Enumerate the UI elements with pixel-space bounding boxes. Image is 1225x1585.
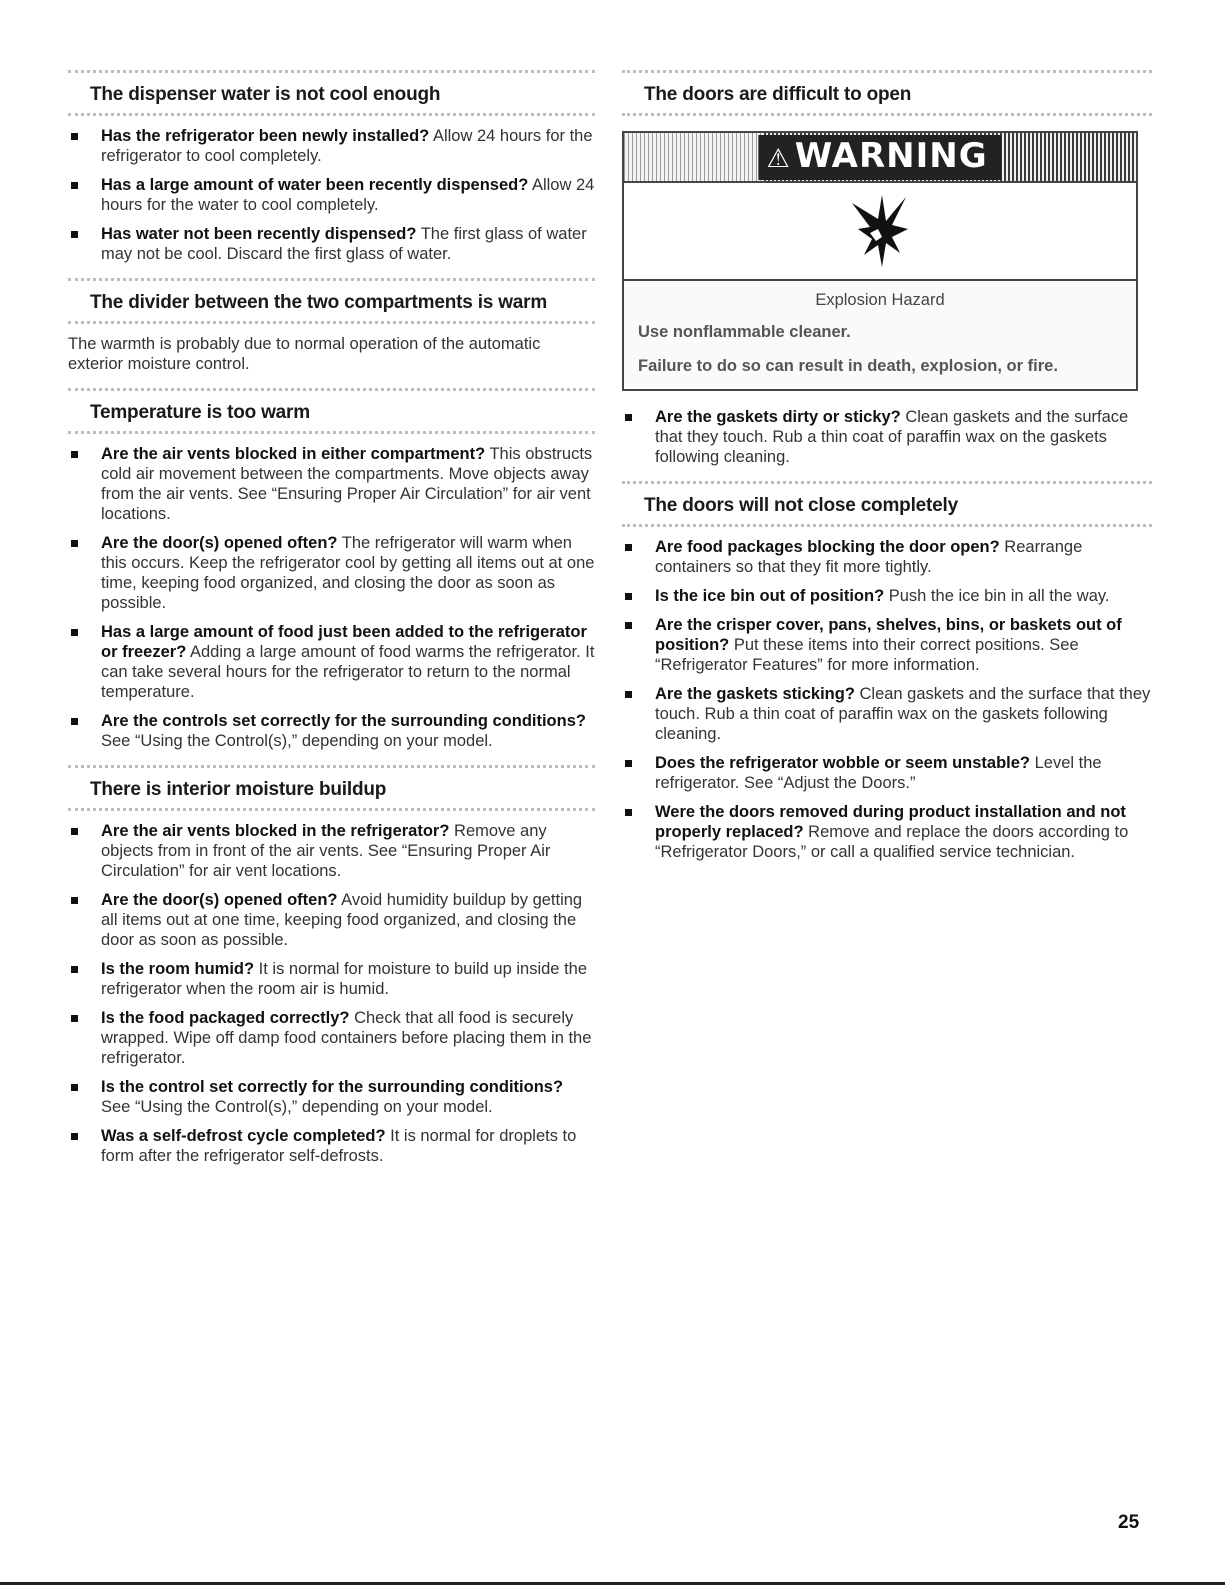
section-heading: There is interior moisture buildup xyxy=(68,765,595,811)
list-item xyxy=(622,407,1152,467)
answer: Clean gaskets and the surface that they touch. Rub a thin coat of paraffin wax on the gaskets following cleaning. xyxy=(655,408,1129,466)
warning-icon-area xyxy=(624,183,1136,281)
list-item xyxy=(68,622,595,702)
section-dispenser-water xyxy=(68,70,595,264)
section-doors-not-close xyxy=(622,481,1152,862)
left-column xyxy=(68,70,595,1180)
list-item xyxy=(68,1008,595,1068)
question: Has the refrigerator been newly installed? xyxy=(101,127,430,145)
item-list xyxy=(622,407,1152,467)
question: Is the food packaged correctly? xyxy=(101,1009,350,1027)
answer: Allow 24 hours for the refrigerator to cool completely. xyxy=(101,127,593,165)
answer: Check that all food is securely wrapped. Wipe off damp food containers before placing them in the refrigerator. xyxy=(101,1009,592,1067)
answer: Adding a large amount of food warms the refrigerator. It can take several hours for the refrigerator to return to the normal temperature. xyxy=(101,643,595,701)
answer: Clean gaskets and the surface that they touch. Rub a thin coat of paraffin wax on the gaskets following cleaning. xyxy=(655,685,1151,743)
question: Has a large amount of food just been added to the refrigerator or freezer? xyxy=(101,623,587,661)
warning-header-pattern xyxy=(624,133,764,181)
warning-instruction: Use nonflammable cleaner. xyxy=(638,323,851,341)
list-item xyxy=(68,533,595,613)
question: Is the room humid? xyxy=(101,960,255,978)
question: Are the controls set correctly for the surrounding conditions? xyxy=(101,712,586,730)
answer: Level the refrigerator. See “Adjust the Doors.” xyxy=(655,754,1102,792)
list-item xyxy=(622,684,1152,744)
list-item xyxy=(622,615,1152,675)
question: Are the crisper cover, pans, shelves, bins, or baskets out of position? xyxy=(655,616,1122,654)
answer: Remove and replace the doors according to “Refrigerator Doors,” or call a qualified service technician. xyxy=(655,823,1129,861)
item-list xyxy=(68,444,595,751)
question: Does the refrigerator wobble or seem unstable? xyxy=(655,754,1031,772)
section-divider-warm xyxy=(68,278,595,374)
list-item xyxy=(68,126,595,166)
answer: See “Using the Control(s),” depending on your model. xyxy=(101,732,493,750)
list-item xyxy=(68,1077,595,1117)
answer: This obstructs cold air movement between the compartments. Move objects away from the air vents. See “Ensuring Proper Air Circulation” for air vent locations. xyxy=(101,445,593,523)
list-item xyxy=(68,959,595,999)
list-item xyxy=(68,224,595,264)
warning-header xyxy=(624,133,1136,183)
question: Is the ice bin out of position? xyxy=(655,587,885,605)
list-item xyxy=(68,444,595,524)
question: Was a self-defrost cycle completed? xyxy=(101,1127,386,1145)
answer: Push the ice bin in all the way. xyxy=(884,587,1110,605)
list-item xyxy=(622,753,1152,793)
section-heading: The doors will not close completely xyxy=(622,481,1152,527)
answer: It is normal for droplets to form after the refrigerator self-defrosts. xyxy=(101,1127,577,1165)
question: Are the air vents blocked in either compartment? xyxy=(101,445,486,463)
answer: The first glass of water may not be cool. Discard the first glass of water. xyxy=(101,225,587,263)
warning-title-text: WARNING xyxy=(794,136,988,176)
section-heading: The divider between the two compartments is warm xyxy=(68,278,595,324)
item-list xyxy=(622,537,1152,862)
question: Are the air vents blocked in the refrigerator? xyxy=(101,822,450,840)
section-moisture-buildup xyxy=(68,765,595,1166)
question: Has water not been recently dispensed? xyxy=(101,225,417,243)
answer: Remove any objects from in front of the air vents. See “Ensuring Proper Air Circulation” for air vent locations. xyxy=(101,822,551,880)
answer: Rearrange containers so that they fit more tightly. xyxy=(655,538,1083,576)
list-item xyxy=(622,586,1152,606)
section-heading: The doors are difficult to open xyxy=(622,70,1152,116)
answer: See “Using the Control(s),” depending on your model. xyxy=(101,1098,493,1116)
question: Were the doors removed during product installation and not properly replaced? xyxy=(655,803,1126,841)
answer: Avoid humidity buildup by getting all items out at one time, keeping food organized, and closing the door as soon as possible. xyxy=(101,891,583,949)
question: Are the door(s) opened often? xyxy=(101,534,338,552)
section-heading: The dispenser water is not cool enough xyxy=(68,70,595,116)
warning-box xyxy=(622,131,1138,391)
section-heading: Temperature is too warm xyxy=(68,388,595,434)
list-item xyxy=(68,890,595,950)
warning-triangle-icon: ⚠ xyxy=(766,144,791,174)
warning-body xyxy=(624,281,1136,389)
list-item xyxy=(68,175,595,215)
warning-title xyxy=(758,135,1001,180)
list-item xyxy=(622,537,1152,577)
section-paragraph: The warmth is probably due to normal operation of the automatic exterior moisture control. xyxy=(68,335,541,373)
answer: Put these items into their correct positions. See “Refrigerator Features” for more information. xyxy=(655,636,1079,674)
item-list xyxy=(68,821,595,1166)
question: Are the gaskets sticking? xyxy=(655,685,855,703)
answer: Allow 24 hours for the water to cool completely. xyxy=(101,176,595,214)
warning-hazard: Explosion Hazard xyxy=(815,291,945,309)
question: Are the door(s) opened often? xyxy=(101,891,338,909)
question: Has a large amount of water been recently dispensed? xyxy=(101,176,529,194)
question: Is the control set correctly for the surrounding conditions? xyxy=(101,1078,564,1096)
answer: The refrigerator will warm when this occurs. Keep the refrigerator cool by getting all items out at one time, keeping food organized, and closing the door as soon as possible. xyxy=(101,534,595,612)
answer: It is normal for moisture to build up inside the refrigerator when the room air is humid. xyxy=(101,960,588,998)
warning-consequence: Failure to do so can result in death, explosion, or fire. xyxy=(638,357,1058,375)
list-item xyxy=(68,711,595,751)
question: Are the gaskets dirty or sticky? xyxy=(655,408,901,426)
list-item xyxy=(68,821,595,881)
explosion-icon xyxy=(848,193,912,269)
list-item xyxy=(622,802,1152,862)
section-temperature-warm xyxy=(68,388,595,751)
right-column xyxy=(622,70,1152,876)
item-list xyxy=(68,126,595,264)
section-doors-difficult xyxy=(622,70,1152,467)
question: Are food packages blocking the door open? xyxy=(655,538,1000,556)
list-item xyxy=(68,1126,595,1166)
page-number: 25 xyxy=(1118,1512,1140,1533)
